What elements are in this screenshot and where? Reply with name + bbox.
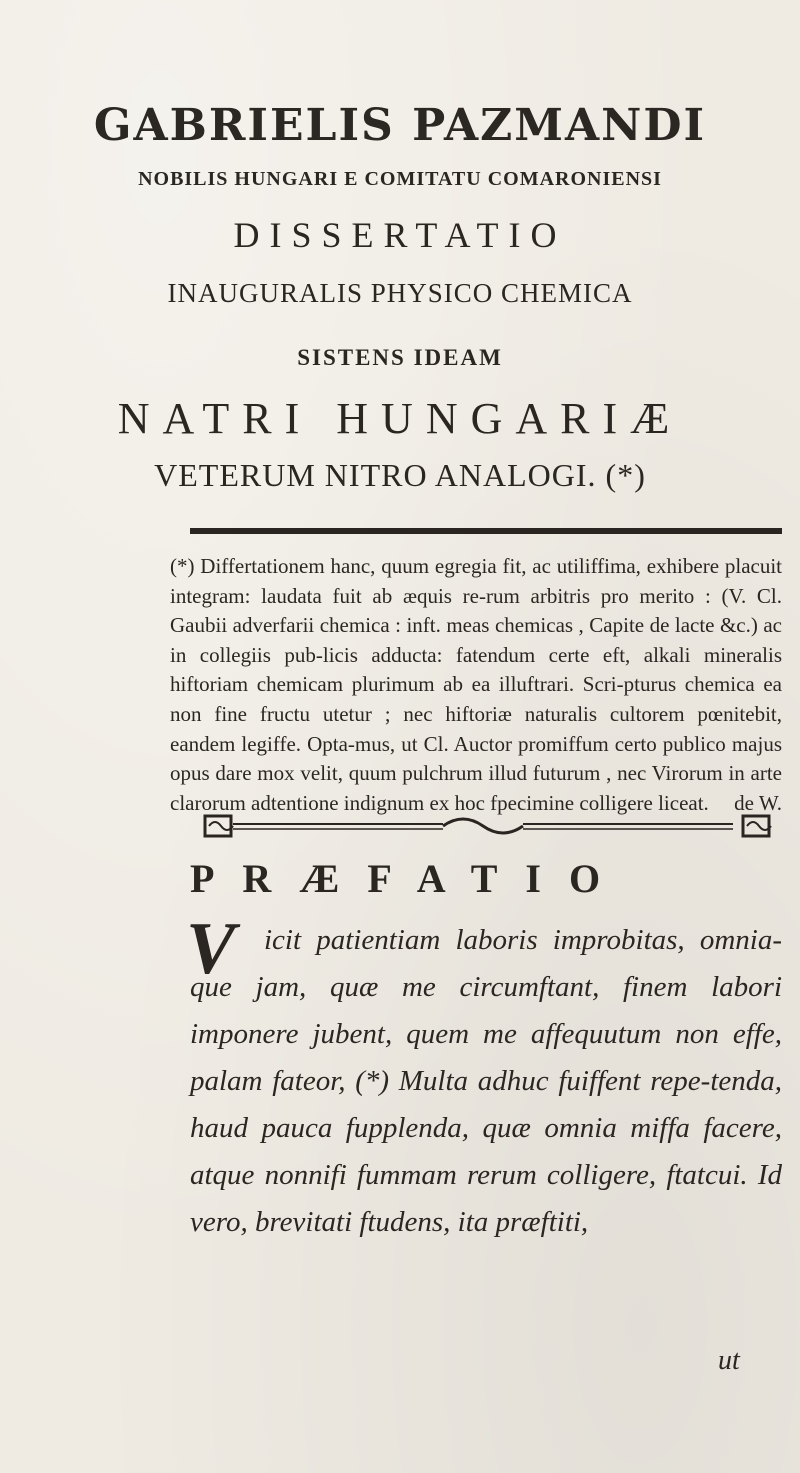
drop-capital: V: [186, 908, 236, 990]
footnote-text: (*) Differtationem hanc, quum egregia fit, ac utiliffima, exhibere placuit integram: laudata fuit ab æquis re-rum arbitris pro merito : (V. Cl. Gaubii adverfarii chemica : inft. meas chemicas , Capite de lacte &c.) ac in collegiis pub-licis adducta: fatendum certe eft, alkali mineralis hiftoriam chemicam plurimum ab ea illuftrari. Scri-pturus chemica ea non fine fructu utetur ; nec hiftoriæ naturalis cultorem pœnitebit, eandem legiffe. Opta-mus, ut Cl. Auctor promiffum certo publico majus opus dare mox velit, quum pulchrum illud futurum , nec Virorum in arte clarorum adtentione indignum ex hoc fpecimine colligere liceat.: [170, 554, 782, 815]
topic-title: NATRI HUNGARIÆ: [117, 394, 683, 443]
praefatio-body: [190, 917, 782, 1246]
section-heading: PRÆFATIO: [190, 856, 629, 901]
catchword: ut: [718, 1345, 740, 1376]
footnote: [170, 552, 782, 818]
praefatio-paragraph: icit patientiam laboris improbitas, omnia-que jam, quæ me circumftant, finem labori imponere jubent, quem me affequutum non effe, palam fateor, (*) Multa adhuc fuiffent repe-tenda, haud pauca fupplenda, quæ omnia miffa facere, atque nonnifi fummam rerum colligere, ftatcui. Id vero, brevitati ftudens, ita præftiti,: [190, 924, 782, 1238]
topic-continued: VETERUM NITRO ANALOGI. (*): [154, 457, 646, 493]
sistens-line: SISTENS IDEAM: [297, 345, 503, 370]
horizontal-rule: [190, 528, 782, 534]
author-name: GABRIELIS PAZMANDI: [93, 100, 707, 151]
footnote-signature: de W.: [734, 790, 782, 815]
work-description: INAUGURALIS PHYSICO CHEMICA: [167, 278, 633, 308]
ornamental-divider-icon: [203, 813, 773, 839]
author-subtitle: NOBILIS HUNGARI E COMITATU COMARONIENSI: [138, 168, 662, 190]
work-title: DISSERTATIO: [233, 215, 567, 255]
